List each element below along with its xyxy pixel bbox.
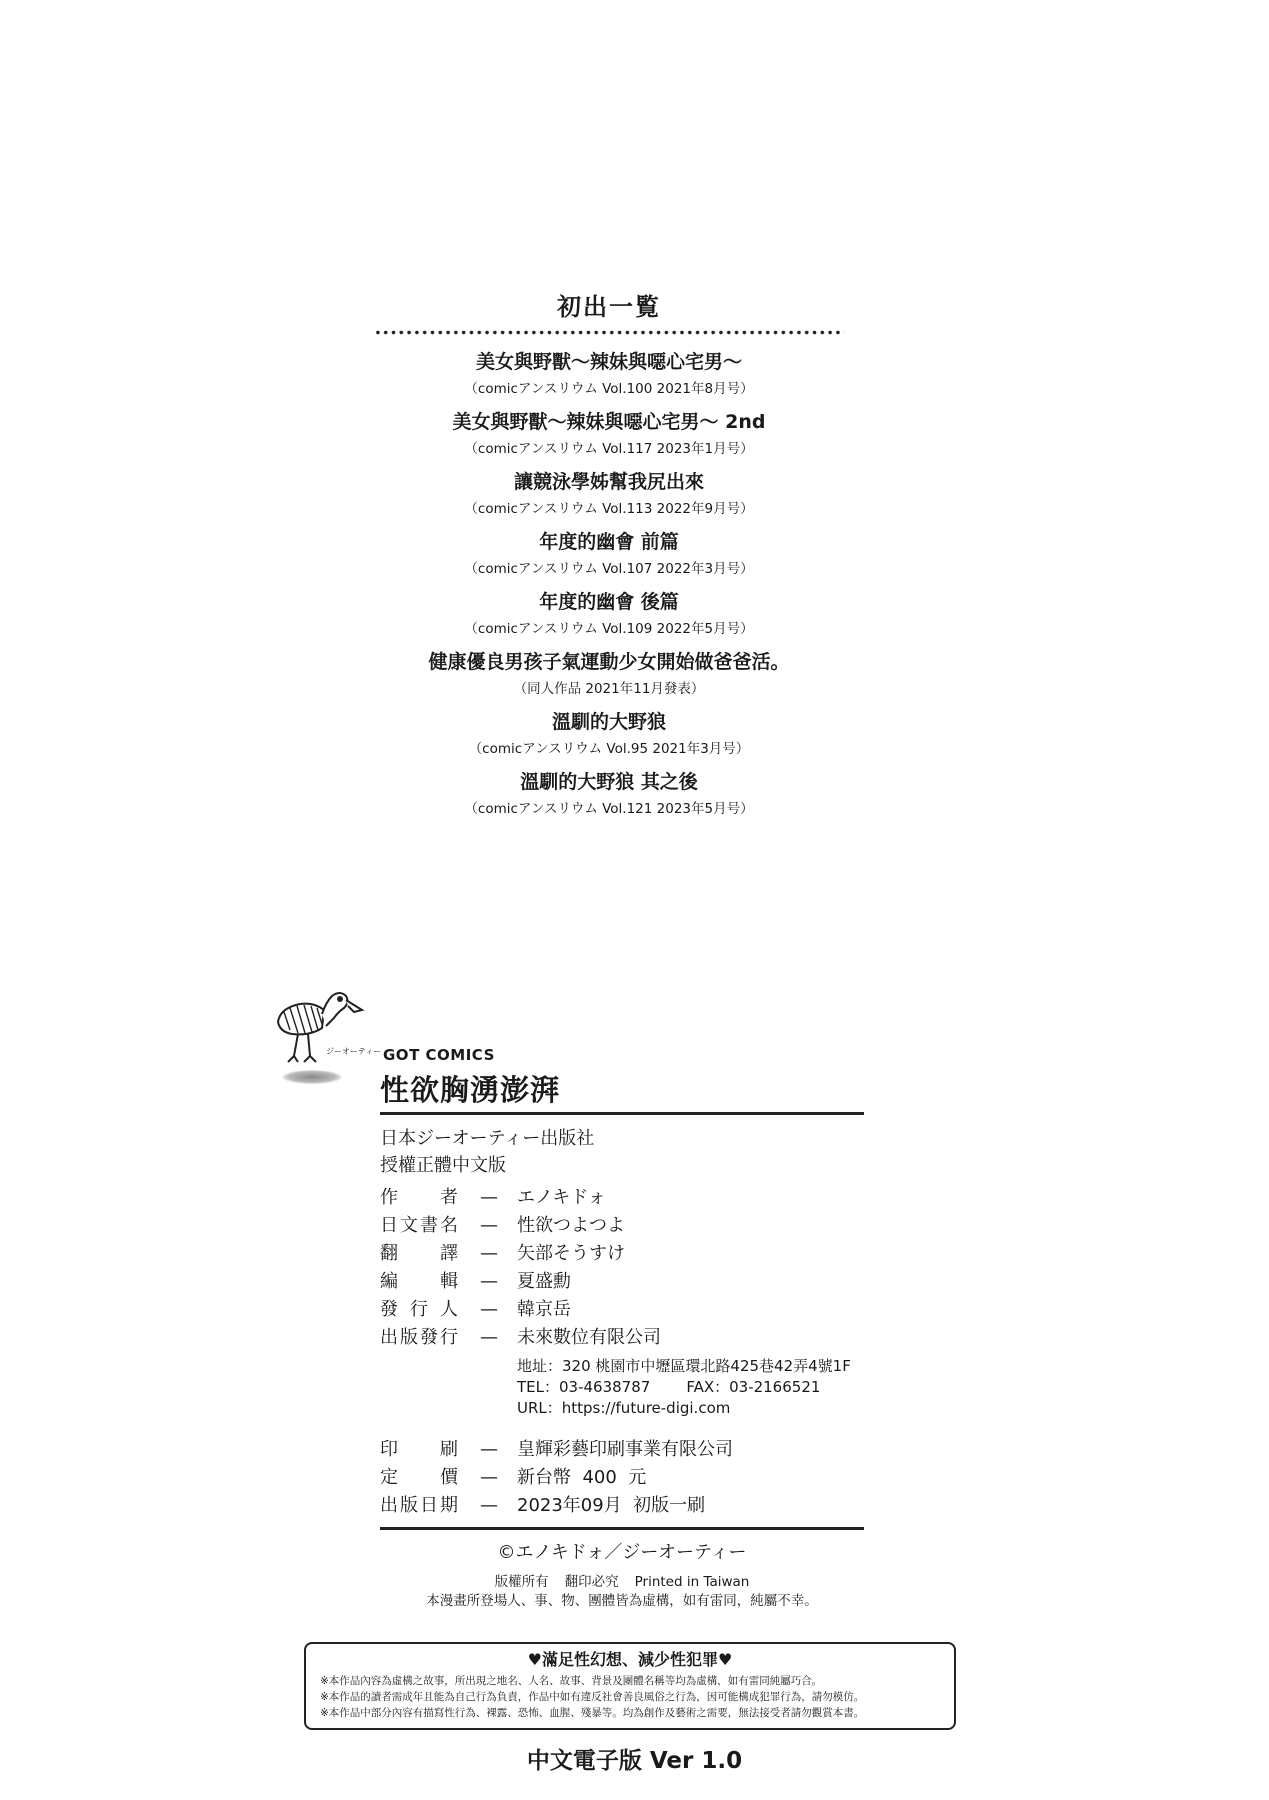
rights-block [380,1573,864,1611]
address-line: 地址：320 桃園市中壢區環北路425巷42弄4號1F [517,1357,851,1375]
copyright-line: ©エノキドォ／ジーオーティー [497,1542,747,1563]
work-source: （comicアンスリウム Vol.113 2022年9月号） [464,501,754,517]
logo-shadow [282,1070,342,1084]
fiction-disclaimer: 本漫畫所登場人、事、物、團體皆為虛構，如有雷同，純屬不幸。 [426,1593,818,1609]
divider [380,1112,864,1115]
list-item [374,345,844,405]
work-source: （comicアンスリウム Vol.117 2023年1月号） [464,441,754,457]
list-item [374,645,844,705]
credit-dash: — [480,1271,498,1292]
work-title: 美女與野獸～辣妹與噁心宅男～ [475,351,742,373]
credit-dash: — [480,1327,498,1348]
publisher-name: 日本ジーオーティー出版社 [380,1128,595,1149]
credit-label: 出 版 發 行 [380,1327,458,1348]
credit-value: 性欲つよつよ [517,1215,625,1236]
credit-label: 編 輯 [380,1271,458,1292]
bird-icon [270,988,380,1078]
first-appearance-list [374,290,844,825]
credit-dash: — [480,1467,498,1488]
publisher-block [380,1125,594,1179]
list-item [374,525,844,585]
credit-value: 夏盛勳 [517,1271,571,1292]
url-line: URL：https://future-digi.com [517,1399,731,1417]
credit-label: 發 行 人 [380,1299,458,1320]
fax-number: FAX：03-2166521 [686,1378,821,1396]
work-title: 年度的幽會 後篇 [539,591,679,613]
imprint-label: GOT COMICS [383,1046,495,1064]
credit-value: 皇輝彩藝印刷事業有限公司 [517,1439,733,1460]
credit-label: 作 者 [380,1187,458,1208]
credit-dash: — [480,1495,498,1516]
work-title: 溫馴的大野狼 其之後 [520,771,698,793]
rights-line: 版權所有 翻印必究 Printed in Taiwan [494,1574,750,1590]
work-source: （comicアンスリウム Vol.100 2021年8月号） [464,381,754,397]
credit-label: 出 版 日 期 [380,1495,458,1516]
phone-line [517,1377,851,1398]
edition-version: 中文電子版 Ver 1.0 [526,1748,743,1774]
credit-dash: — [480,1215,498,1236]
work-source: （comicアンスリウム Vol.95 2021年3月号） [468,741,750,757]
notice-title: ♥滿足性幻想、減少性犯罪♥ [527,1650,733,1669]
work-title: 健康優良男孩子氣運動少女開始做爸爸活。 [428,651,790,673]
publisher-address [517,1356,851,1419]
work-source: （comicアンスリウム Vol.107 2022年3月号） [464,561,754,577]
credit-value: 韓京岳 [517,1299,571,1320]
credit-dash: — [480,1187,498,1208]
publisher-bird-logo [270,988,380,1088]
credit-value: エノキドォ [517,1187,606,1208]
work-title: 美女與野獸～辣妹與噁心宅男～ 2nd [452,411,766,433]
notice-lines [320,1673,954,1721]
list-item [374,585,844,645]
credit-value: 未來數位有限公司 [517,1327,661,1348]
list-item [374,405,844,465]
notice-line: ※本作品中部分內容有描寫性行為、裸露、恐怖、血腥、殘暴等。均為創作及藝術之需要，無法接受者請勿觀賞本書。 [320,1707,865,1719]
logo-caption: ジーオーティー [326,1047,382,1056]
first-appearance-heading: 初出一覧 [557,293,661,321]
dotted-divider [374,330,844,335]
list-item [374,465,844,525]
credit-dash: — [480,1439,498,1460]
notice-line: ※本作品的讀者需成年且能為自己行為負責，作品中如有違反社會善良風俗之行為，因可能構成犯罪行為，請勿模仿。 [320,1691,865,1703]
work-title: 年度的幽會 前篇 [539,531,679,553]
notice-line: ※本作品內容為虛構之故事，所出現之地名、人名、故事、背景及團體名稱等均為虛構，如有雷同純屬巧合。 [320,1675,823,1687]
list-item [374,765,844,825]
credit-dash: — [480,1243,498,1264]
work-source: （comicアンスリウム Vol.121 2023年5月号） [464,801,754,817]
credit-label: 日 文 書 名 [380,1215,458,1236]
credit-label: 翻 譯 [380,1243,458,1264]
credit-value: 新台幣 400 元 [517,1467,647,1488]
work-title: 讓競泳學姊幫我尻出來 [513,471,704,493]
book-title: 性欲胸湧澎湃 [380,1073,561,1107]
work-title: 溫馴的大野狼 [551,711,666,733]
credit-value: 2023年09月 初版一刷 [517,1495,706,1516]
credit-value: 矢部そうすけ [517,1243,625,1264]
license-note: 授權正體中文版 [380,1155,506,1176]
credit-label: 印 刷 [380,1439,458,1460]
work-source: （同人作品 2021年11月發表） [513,681,705,697]
work-source: （comicアンスリウム Vol.109 2022年5月号） [464,621,754,637]
tel-number: TEL：03-4638787 [517,1378,651,1396]
list-item [374,705,844,765]
divider [380,1527,864,1530]
content-notice-box [304,1642,956,1730]
credit-label: 定 價 [380,1467,458,1488]
credit-dash: — [480,1299,498,1320]
